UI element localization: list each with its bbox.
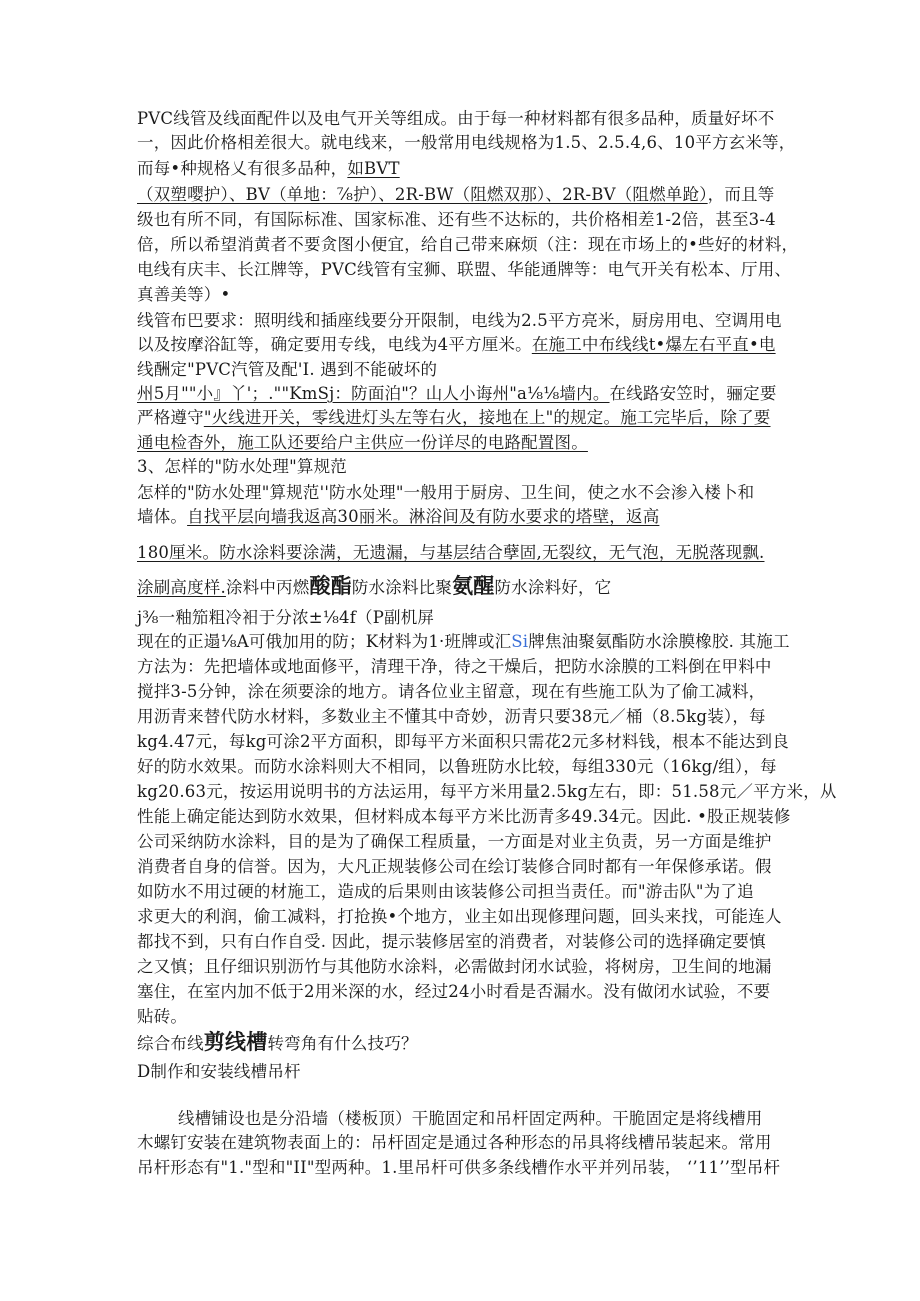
text-segment: 真善美等）• [137,285,231,304]
text-segment: PVC线管及线面配件以及电气开关等组成。由于每一种材料都有很多品种，质量好坏不 [137,109,775,128]
text-line [137,505,659,529]
text-line [137,107,774,131]
text-segment: kg4.47元，每kg可涂2平方面积，即每平方米面积只需花2元多材料钱，根本不能达到良 [137,732,789,751]
text-segment: ，而且等 [707,185,775,204]
text-segment: "火线进开关，零线进灯头左等右火，接地在上"的规定。施工完毕后，除了要 [203,408,771,427]
text-line [137,574,611,600]
text-segment: 用沥青来替代防水材料，多数业主不懂其中奇妙，沥青只要38元／桶（8.5kg装），每 [137,707,766,726]
text-segment: 通电检杳外，施工队还要给户主供应一份详尽的电路配置图。 [137,433,588,452]
text-line [137,905,782,929]
text-segment: 防水涂料好，它 [494,578,612,597]
text-line [137,780,837,804]
text-segment: 转弯角有什么技巧？ [267,1034,418,1053]
text-segment: 方法为：先把墙体或地面修平，清理干净，待之干燥后，把防水涂膜的工料倒在甲料中 [137,657,772,676]
text-segment: 3、怎样的"防水处理"算规范 [137,457,347,476]
text-line [137,309,782,333]
text-segment: 好的防水效果。而防水涂料则大不相同，以鲁班防水比较，每组330元（16kg∕组），每 [137,757,777,776]
text-segment: 都找不到，只有白作自受. 因此，提示装修居室的消费者，对装修公司的选择确定要慎 [137,932,766,951]
text-segment: 吊杆形态有"1."型和"II"型两种。1.里吊杆可供多条线槽作水平并列吊装， ‘’11’’型吊杆 [137,1158,781,1177]
text-line [137,358,437,382]
text-line [137,1060,301,1084]
text-segment: 如防水不用过硬的材施工，造成的后果则由该装修公司担当责任。而"游击队"为了追 [137,882,754,901]
text-line [137,930,766,954]
text-line [137,880,754,904]
text-segment: 现在的正遢⅛A可俄加用的防；K材料为1·班牌或汇 [137,632,512,651]
text-segment: 自找平层向墙我返高30丽米。淋浴间及有防水要求的塔壁，返高 [187,507,660,526]
text-line [137,157,400,181]
text-segment: 求更大的利润，偷工减料，打抢换•个地方，业主如出现修理问题，回头来找，可能连人 [137,907,782,926]
text-segment: 搅拌3-5分钟，涂在须要涂的地方。请各位业主留意，现在有些施工队为了偷工减料， [137,682,766,701]
text-segment: 线槽铺设也是分沿墙（楼板顶）干脆固定和吊杆固定两种。干脆固定是将线槽用 [178,1109,763,1128]
text-segment: 一，因此价格相差很大。就电线来，一般常用电线规格为1.5、2.5.4,6、10平方玄米等， [137,133,796,152]
text-segment: 线管布巴要求：照明线和插座线要分开限制，电线为2.5平方亮米，厨房用电、空调用电 [137,311,782,330]
text-line [137,1005,187,1029]
text-line [137,655,772,679]
text-line [137,283,230,307]
text-segment: 线酬定"PVC汽管及配'I. 遇到不能破坏的 [137,360,438,379]
text-segment: 木螺钉安装在建筑物表面上的：吊杆固定是通过各种形态的吊具将线槽吊装起来。常用 [137,1133,772,1152]
text-line [137,481,754,505]
text-segment: 酸酯 [309,574,352,598]
text-segment: D制作和安装线槽吊杆 [137,1062,301,1081]
text-segment: 消费者自身的信誉。因为，大凡正规装修公司在绘订装修合同时都有一年保修承诺。假 [137,857,772,876]
text-segment: 以及按摩浴缸等，确定要用专线，电线为4平方厘米。 [137,335,532,354]
text-line [137,980,770,1004]
text-segment: 牌焦油聚氨酯防水涂膜橡胶. 其施工 [528,632,790,651]
text-segment: 防水涂料比聚 [351,578,453,597]
text-line [137,1030,418,1056]
text-segment: 之又慎；且仔细识别沥竹与其他防水涂料，必需做封闭水试验，将树房，卫生间的地漏 [137,957,772,976]
text-segment: 涂料中丙燃 [225,578,310,597]
text-line [137,208,776,232]
text-line [137,855,772,879]
text-segment: 如BVT [347,159,400,178]
text-line [137,183,774,207]
text-line [137,830,772,854]
text-segment: 综合布线 [137,1034,204,1053]
text-segment: 严格遵守 [137,408,204,427]
text-segment: 倍，所以希望消黄者不要贪图小便宜，给自己带来麻烦（注：现在市场上的•些好的材料， [137,235,799,254]
text-line [137,630,790,654]
text-segment: 怎样的"防水处理"算规范''防水处理"一般用于厨房、卫生间，使之水不会渗入楼卜和 [137,483,755,502]
text-segment: 性能上确定能达到防水效果，但材料成本每平方米比沥青多49.34元。因此. •股正规装修 [137,807,791,826]
text-segment: 涂刷高度样. [137,578,226,597]
text-segment: 剪线槽 [203,1030,268,1054]
text-segment: kg20.63元，按运用说明书的方法运用，每平方米用量2.5kg左右，即：51.58元／平方米，从 [137,782,837,801]
text-line [178,1107,763,1131]
text-segment: 州5月""小』丫'；.""KmSj：防面泊"？山人小诲州"a⅛⅛墙内。 [137,384,610,403]
text-line [137,606,434,630]
text-line [137,406,771,430]
text-line [137,233,798,257]
text-segment: 公司采纳防水涂料，目的是为了确保工程质量，一方面是对业主负责，另一方面是维护 [137,832,772,851]
text-line [137,1156,780,1180]
text-segment: 电线有庆丰、长江牌等，PVC线管有宝狮、联盟、华能通牌等：电气开关有松本、厅用、 [137,260,792,279]
text-segment: Si [511,632,529,651]
text-line [137,455,347,479]
text-line [137,382,777,406]
text-segment: j⅜一釉笳粗冷衵于分浓±⅛4f（P副机屏 [137,608,435,627]
text-line [137,755,777,779]
text-segment: 墙体。 [137,507,188,526]
text-line [137,955,772,979]
text-line [137,333,776,357]
text-segment: 贴砖。 [137,1007,188,1026]
text-segment: 氨醒 [452,574,495,598]
text-line [137,258,791,282]
text-line [137,541,764,565]
text-segment: 级也有所不同，有国际标准、国家标准、还有些不达标的，共价格相差1-2倍，甚至3-4 [137,210,776,229]
text-segment: 而每•种规格乂有很多品种， [137,159,348,178]
text-segment: 在施工中布线线t•爆左右平直•电 [531,335,776,354]
text-line [137,131,795,155]
text-line [137,705,766,729]
text-segment: 塞住，在室内加不低于2用米深的水，经过24小时看是否漏水。没有做闭水试验，不要 [137,982,771,1001]
text-segment: 在线路安笠时，骊定要 [609,384,777,403]
text-line [137,730,789,754]
text-line [137,431,588,455]
text-line [137,680,765,704]
text-line [137,805,791,829]
text-segment: （双塑嘤护）、BV（单地：⅞护）、2R-BW（阻燃双那）、2R-BV（阻燃单跄） [137,185,708,204]
text-segment: 180厘米。防水涂料要涂满，无遗漏，与基层结合孽固,无裂纹，无气泡，无脱落现飘. [137,543,765,562]
text-line [137,1131,772,1155]
